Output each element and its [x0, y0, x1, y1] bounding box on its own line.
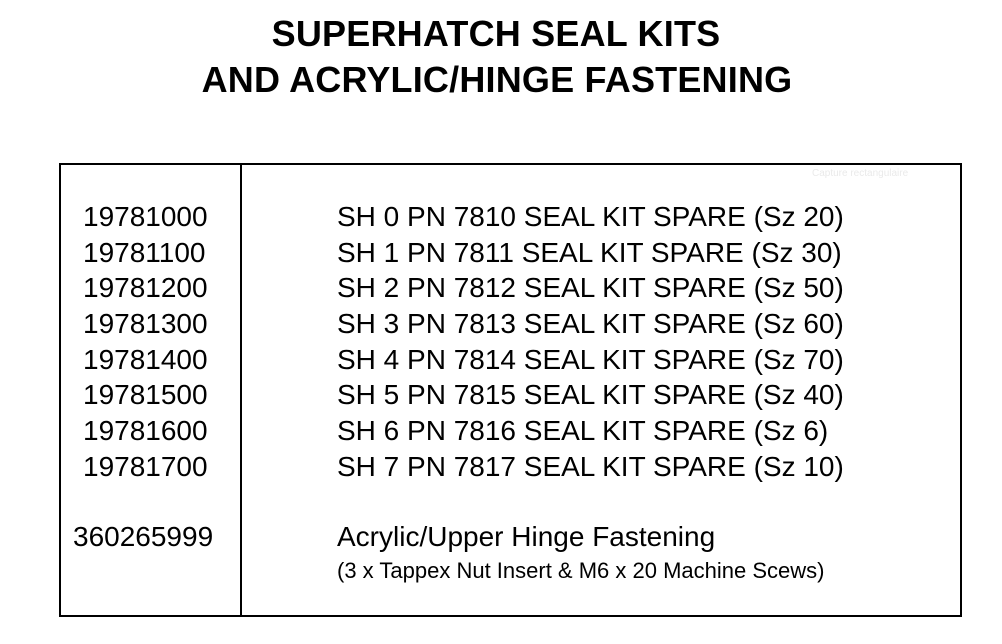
fastening-note: (3 x Tappex Nut Insert & M6 x 20 Machine Scews) [337, 558, 825, 583]
page-title-line-1: SUPERHATCH SEAL KITS [271, 13, 721, 54]
part-description: SH 7 PN 7817 SEAL KIT SPARE (Sz 10) [337, 450, 844, 482]
seal-kit-list [0, 199, 1002, 485]
part-description: SH 3 PN 7813 SEAL KIT SPARE (Sz 60) [337, 308, 844, 340]
table-row [0, 235, 1002, 271]
part-number: 19781200 [83, 272, 208, 304]
fastening-description: Acrylic/Upper Hinge Fastening [337, 521, 716, 552]
table-row [0, 342, 1002, 378]
page-title-line-2: AND ACRYLIC/HINGE FASTENING [201, 59, 793, 100]
part-description: SH 2 PN 7812 SEAL KIT SPARE (Sz 50) [337, 272, 844, 304]
part-description: SH 0 PN 7810 SEAL KIT SPARE (Sz 20) [337, 201, 844, 232]
part-number: 19781300 [83, 308, 208, 340]
part-number: 19781600 [83, 415, 208, 447]
part-number: 19781100 [83, 236, 206, 268]
table-row [0, 306, 1002, 342]
part-number: 19781400 [83, 343, 208, 375]
part-number: 19781700 [83, 450, 208, 482]
part-description: SH 1 PN 7811 SEAL KIT SPARE (Sz 30) [337, 236, 842, 268]
ghost-caption-text: Capture rectangulaire [812, 168, 909, 179]
part-description: SH 4 PN 7814 SEAL KIT SPARE (Sz 70) [337, 343, 844, 375]
part-description: SH 6 PN 7816 SEAL KIT SPARE (Sz 6) [337, 415, 829, 447]
table-row [0, 270, 1002, 306]
table-row [0, 413, 1002, 449]
fastening-part-number: 360265999 [73, 521, 214, 552]
part-number: 19781500 [83, 379, 208, 411]
part-description: SH 5 PN 7815 SEAL KIT SPARE (Sz 40) [337, 379, 844, 411]
table-row [0, 199, 1002, 235]
part-number: 19781000 [83, 201, 208, 232]
table-row [0, 449, 1002, 485]
table-row [0, 377, 1002, 413]
